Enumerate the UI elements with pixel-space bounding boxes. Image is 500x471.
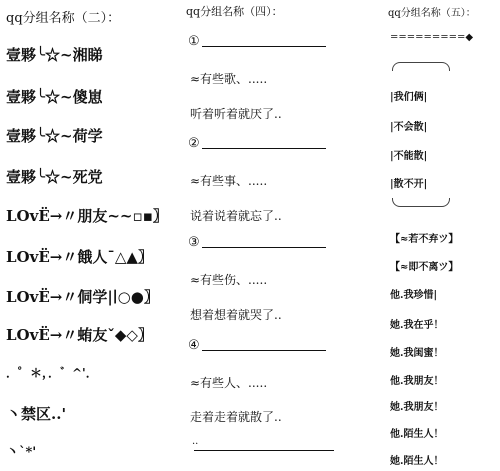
divider-line: =========◆ [390, 32, 474, 43]
bracket-top [392, 62, 450, 71]
group-line: 想着想着就哭了.. [190, 308, 282, 322]
group-line: ≈有些事、..... [190, 174, 268, 188]
underline [202, 350, 326, 351]
people-item: 她.我闺蜜！ [390, 348, 444, 359]
group-line: ≈有些伤、..... [190, 273, 268, 287]
bracket-item: |不会散| [390, 122, 428, 133]
underline [194, 450, 334, 451]
list-item: 壹夥╰☆~湘睇 [6, 46, 103, 64]
group-line: ≈有些歌、..... [190, 72, 268, 86]
people-item: 他.陌生人！ [390, 429, 444, 440]
bracket-item: |我们俩| [390, 92, 428, 103]
group-number: ② [188, 136, 200, 151]
list-item: 壹夥╰☆~荷学 [6, 127, 103, 145]
list-item: 丶`*' [6, 445, 37, 460]
underline [202, 247, 326, 248]
bracket-bottom [392, 198, 450, 207]
column-group-names-5 [388, 0, 498, 467]
column-group-names-4 [186, 0, 376, 447]
group-number: ④ [188, 338, 200, 353]
list-item: LOvË→〃蛕友ˇ◆◇〗 [6, 326, 153, 344]
people-item: 她.我朋友！ [390, 402, 444, 413]
people-item: 她.我在乎！ [390, 320, 444, 331]
group-line: 走着走着就散了.. [190, 410, 282, 424]
group-line: 听着听着就厌了.. [190, 107, 282, 121]
column-title: qq分组名称（二）： [6, 11, 121, 26]
people-item: 他.我朋友！ [390, 376, 444, 387]
people-item: 他.我珍惜| [390, 290, 438, 301]
list-item: 壹夥╰☆~傻崽 [6, 88, 103, 106]
list-item: ．゜＊，．゛^'． [6, 366, 98, 380]
tail-dots: .. [192, 436, 199, 447]
list-item: 丶禁区..' [6, 405, 67, 423]
bracket-item: |散不开| [390, 179, 428, 190]
bracket-item: |不能散| [390, 151, 428, 162]
people-item: 她.陌生人！ [390, 456, 444, 467]
group-number: ① [188, 34, 200, 49]
list-item: 壹夥╰☆~死党 [6, 168, 103, 186]
group-line: 说着说着就忘了.. [190, 209, 282, 223]
underline [202, 46, 326, 47]
list-item: LOvË→〃朋友~~▫▪〗 [6, 207, 168, 225]
column-title: qq分组名称（五）： [388, 8, 476, 19]
underline [202, 148, 326, 149]
tag-item: 【≈若不弃ツ】 [390, 234, 459, 245]
group-line: ≈有些人、..... [190, 376, 268, 390]
tag-item: 【≈即不离ツ】 [390, 262, 459, 273]
list-item: LOvË→〃餓人ˉ△▲〗 [6, 248, 153, 266]
list-item: LOvË→〃侗学|∣○●〗 [6, 288, 159, 306]
column-group-names-2 [6, 0, 182, 460]
column-title: qq分组名称（四）： [186, 5, 283, 18]
group-number: ③ [188, 235, 200, 250]
